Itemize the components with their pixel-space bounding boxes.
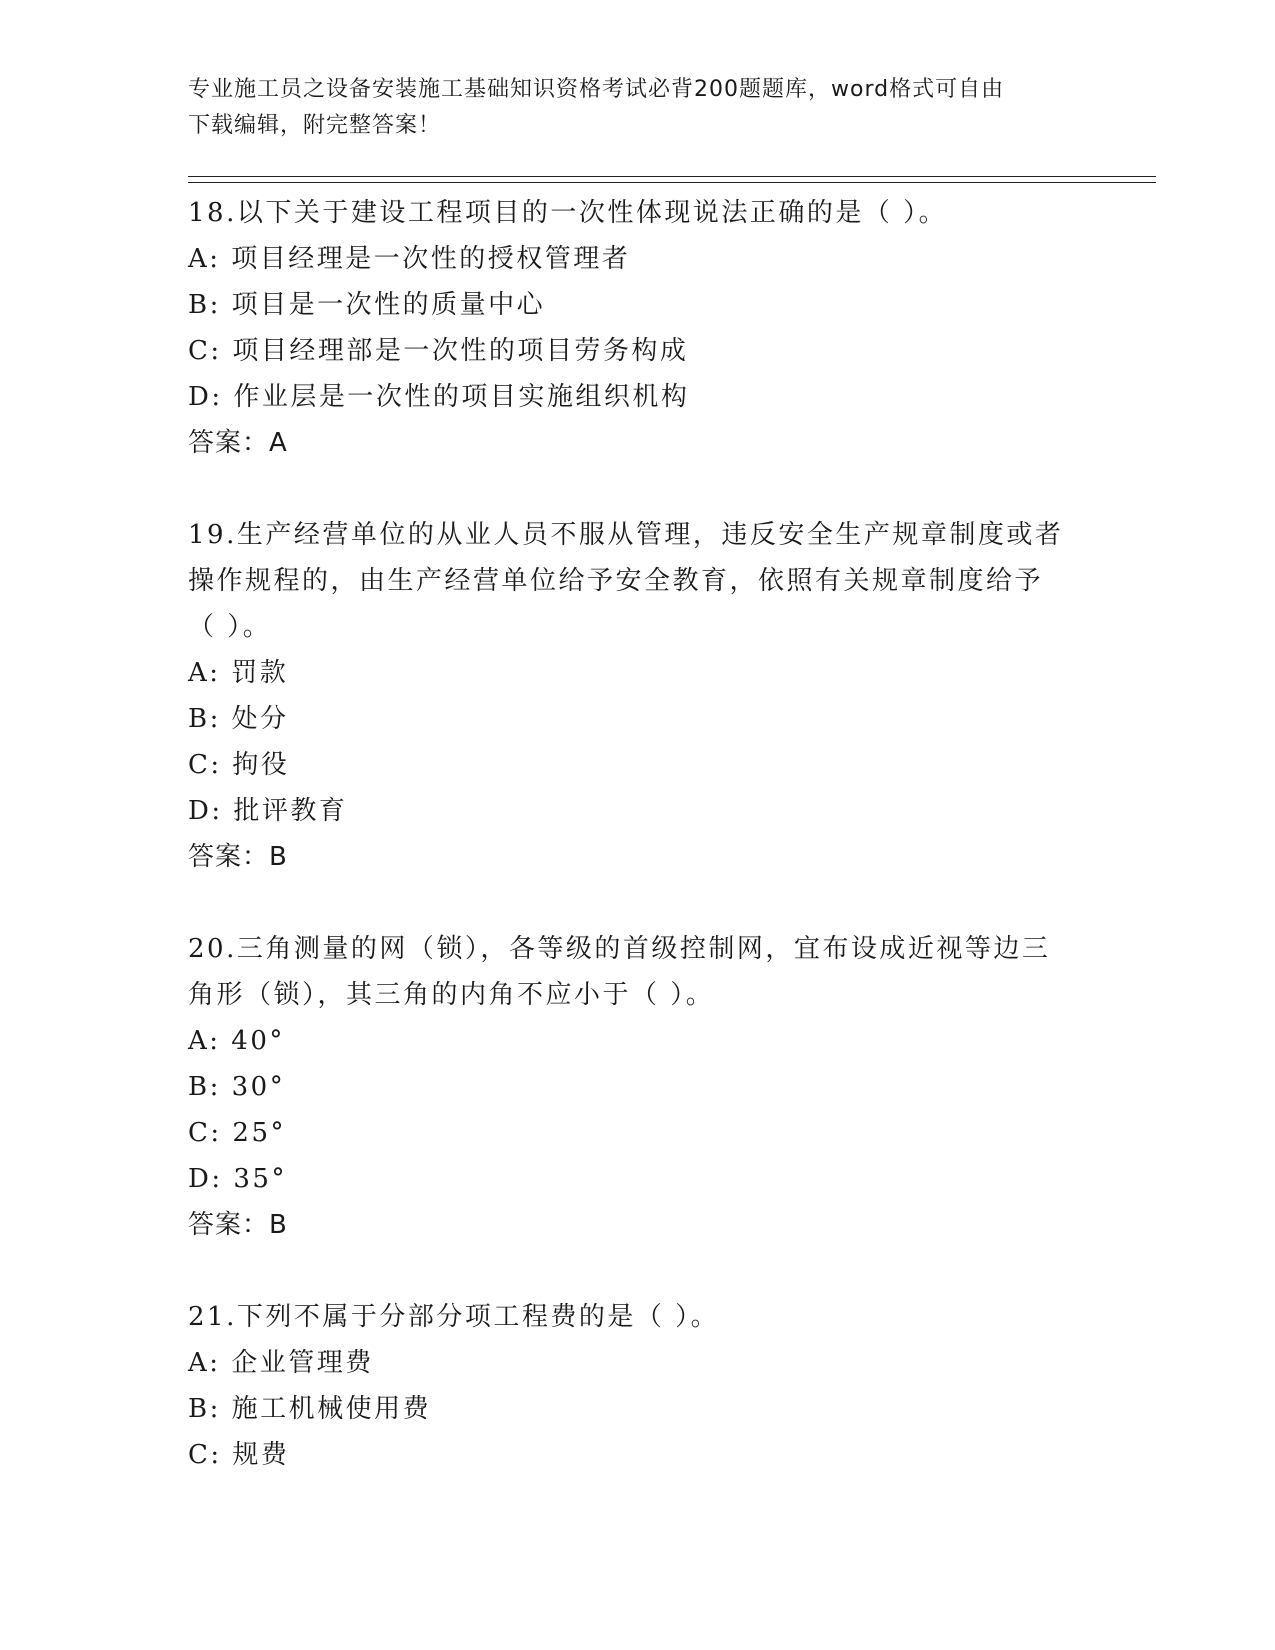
document-header	[188, 72, 1088, 144]
question-21	[188, 1294, 1088, 1478]
option-d: D: 作业层是一次性的项目实施组织机构	[188, 382, 690, 412]
question-list	[188, 190, 1088, 1524]
header-line-1: 专业施工员之设备安装施工基础知识资格考试必背200题题库，word格式可自由	[188, 77, 1005, 102]
question-text-line-2: 角形（锁），其三角的内角不应小于（ ）。	[188, 980, 715, 1010]
option-a: A: 企业管理费	[188, 1348, 374, 1378]
question-18	[188, 190, 1088, 466]
option-b: B: 项目是一次性的质量中心	[188, 290, 546, 320]
question-20	[188, 926, 1088, 1248]
option-b: B: 处分	[188, 704, 289, 734]
question-19	[188, 512, 1088, 880]
option-a: A: 罚款	[188, 658, 289, 688]
option-c: C: 拘役	[188, 750, 290, 780]
header-divider-bottom	[188, 182, 1156, 183]
option-a: A: 项目经理是一次性的授权管理者	[188, 244, 631, 274]
option-b: B: 30°	[188, 1072, 286, 1102]
question-text-line-3: （ ）。	[188, 612, 272, 642]
answer: 答案：B	[188, 1210, 288, 1240]
header-line-2: 下载编辑，附完整答案！	[188, 113, 442, 138]
question-text: 18.以下关于建设工程项目的一次性体现说法正确的是（ ）。	[188, 198, 948, 228]
option-c: C: 规费	[188, 1440, 290, 1470]
question-text-line-2: 操作规程的，由生产经营单位给予安全教育，依照有关规章制度给予	[188, 566, 1044, 596]
header-divider-top	[188, 176, 1156, 177]
answer: 答案：A	[188, 428, 288, 458]
option-d: D: 批评教育	[188, 796, 348, 826]
option-c: C: 25°	[188, 1118, 287, 1148]
question-text-line-1: 20.三角测量的网（锁），各等级的首级控制网，宜布设成近视等边三	[188, 934, 1051, 964]
option-d: D: 35°	[188, 1164, 287, 1194]
answer: 答案：B	[188, 842, 288, 872]
option-a: A: 40°	[188, 1026, 285, 1056]
option-b: B: 施工机械使用费	[188, 1394, 432, 1424]
question-text-line-1: 19.生产经营单位的从业人员不服从管理，违反安全生产规章制度或者	[188, 520, 1064, 550]
question-text: 21.下列不属于分部分项工程费的是（ ）。	[188, 1302, 720, 1332]
option-c: C: 项目经理部是一次性的项目劳务构成	[188, 336, 689, 366]
